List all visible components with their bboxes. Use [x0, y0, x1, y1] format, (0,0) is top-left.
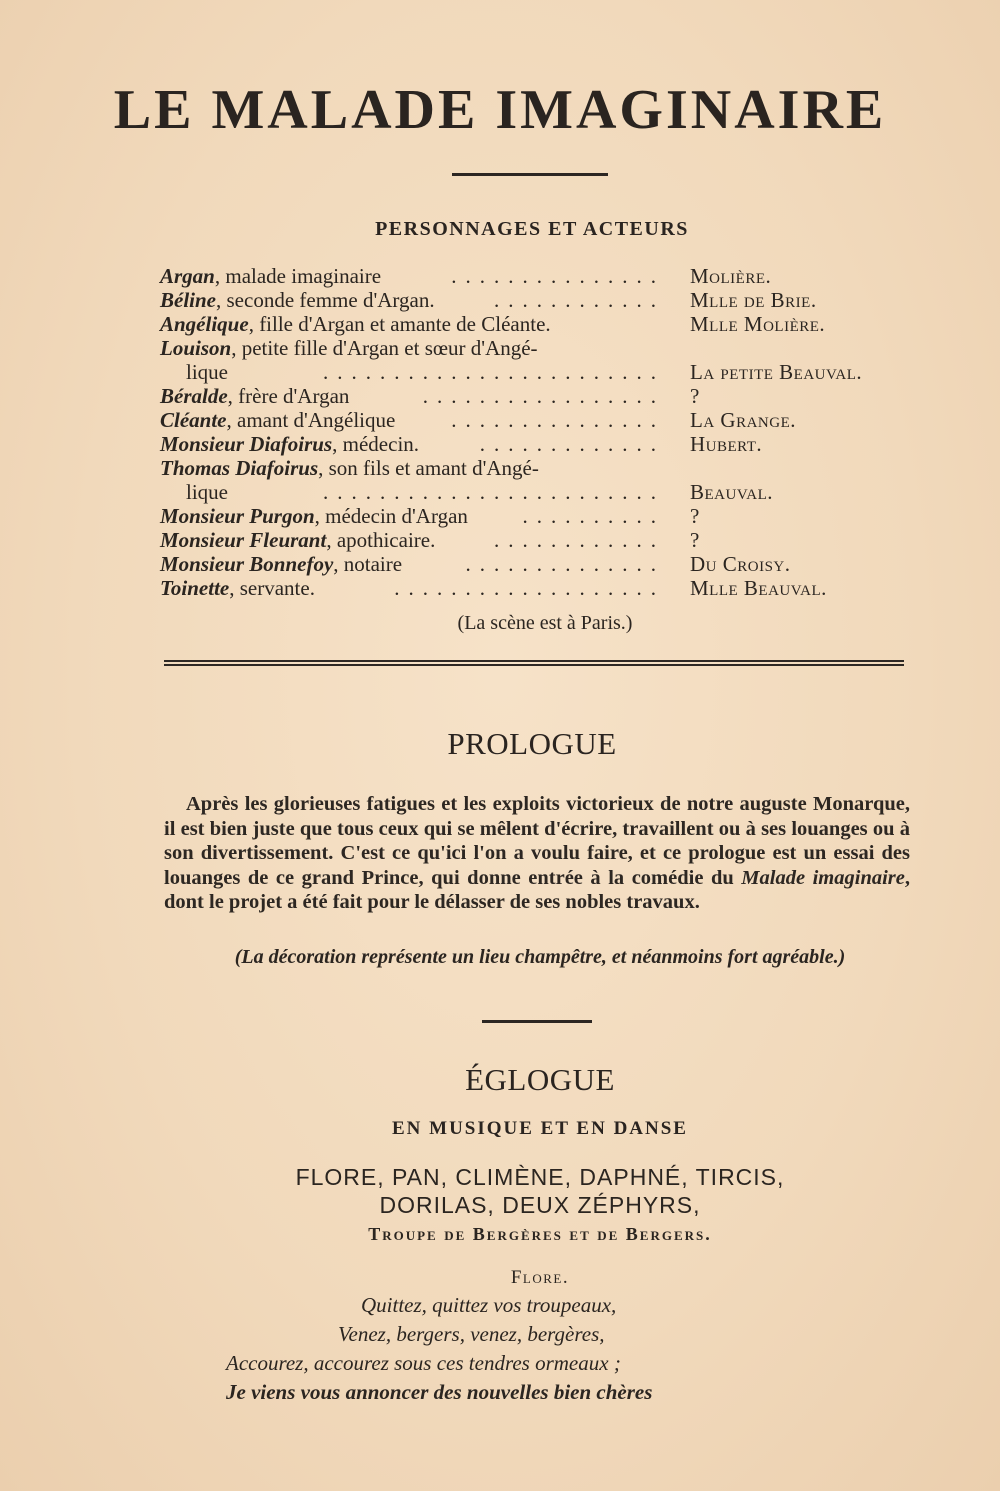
eglogue-heading: ÉGLOGUE — [465, 1062, 615, 1097]
leader-dots: ................. — [422, 384, 665, 408]
troupe-line: Troupe de Bergères et de Bergers. — [368, 1224, 712, 1244]
cast-row — [160, 456, 920, 480]
cast-row — [160, 288, 920, 312]
actor-name: La petite Beauval. — [690, 360, 863, 384]
character-description: , fille d'Argan et amante de Cléante. — [248, 312, 551, 336]
character-name: Monsieur Diafoirus — [160, 432, 333, 456]
cast-row — [160, 504, 920, 528]
verse-text: Venez, bergers, venez, bergères, — [338, 1322, 605, 1346]
character-description: , servante. — [229, 576, 315, 600]
verse-text: Quittez, quittez vos troupeaux, — [361, 1293, 617, 1317]
verse-block — [0, 1291, 1000, 1407]
character-description: , son fils et amant d'Angé- — [318, 456, 539, 480]
character-description: , médecin. — [332, 432, 420, 456]
leader-dots: ................... — [394, 576, 665, 600]
cast-row — [160, 432, 920, 456]
prologue-text — [164, 792, 910, 915]
prologue-heading: PROLOGUE — [447, 726, 617, 761]
character-description: , médecin d'Argan — [314, 504, 468, 528]
actor-name: Du Croisy. — [690, 552, 791, 576]
actor-name: Mlle Beauval. — [690, 576, 827, 600]
actor-name: La Grange. — [690, 408, 796, 432]
cast-row — [160, 312, 920, 336]
actor-name: Molière. — [690, 264, 772, 288]
cast-list — [160, 264, 920, 600]
actor-name: Mlle de Brie. — [690, 288, 817, 312]
cast-row — [160, 528, 920, 552]
character-description: , seconde femme d'Argan. — [216, 288, 435, 312]
play-title: LE MALADE IMAGINAIRE — [113, 79, 887, 141]
actor-name: Hubert. — [690, 432, 763, 456]
cast-role — [160, 456, 539, 480]
character-name: Cléante — [160, 408, 227, 432]
cast-row — [160, 384, 920, 408]
verse-text: Accourez, accourez sous ces tendres ormeaux ; — [226, 1351, 621, 1375]
prologue-paragraph: Après les glorieuses fatigues et les exploits victorieux de notre auguste Monarque, il est bien juste que tous ceux qui se mêlent d'écrire, travaillent ou à ses louanges ou à son divertissement. C'est ce qu'ici l'on a voulu faire, et ce prologue est un essai des louanges de ce grand Prince, qui donne entrée à la comédie du Malade imaginaire, dont le projet a été fait pour le délasser de ses nobles travaux. — [164, 793, 910, 913]
speaker-name: Flore. — [510, 1267, 570, 1288]
actor-name: ? — [690, 384, 700, 408]
leader-dots: ........................ — [323, 480, 665, 504]
eglogue-subheading: EN MUSIQUE ET EN DANSE — [392, 1118, 688, 1139]
character-name: Béralde — [160, 384, 228, 408]
verse-line — [0, 1320, 1000, 1349]
character-description: lique — [186, 480, 228, 504]
characters-line-1: FLORE, PAN, CLIMÈNE, DAPHNÉ, TIRCIS, — [295, 1164, 785, 1190]
cast-row — [160, 408, 920, 432]
characters-list — [0, 1163, 1000, 1219]
title-rule — [452, 173, 608, 176]
cast-heading: PERSONNAGES ET ACTEURS — [375, 218, 689, 240]
character-description: , apothicaire. — [326, 528, 436, 552]
leader-dots: ............... — [451, 408, 665, 432]
verse-line — [0, 1291, 1000, 1320]
actor-name: ? — [690, 504, 700, 528]
character-name: Monsieur Bonnefoy — [160, 552, 334, 576]
cast-role — [160, 336, 538, 360]
cast-row — [160, 360, 920, 384]
character-description: lique — [186, 360, 228, 384]
character-description: , notaire — [333, 552, 403, 576]
actor-name: ? — [690, 528, 700, 552]
stage-direction: (La décoration représente un lieu champêtre, et néanmoins fort agréable.) — [234, 946, 846, 968]
scene-note: (La scène est à Paris.) — [457, 612, 633, 634]
character-description: , frère d'Argan — [227, 384, 350, 408]
leader-dots: ............ — [494, 288, 665, 312]
leader-dots: ............ — [494, 528, 665, 552]
verse-text: Je viens vous annoncer des nouvelles bien chères — [226, 1380, 653, 1404]
character-name: Argan — [160, 264, 215, 288]
cast-row — [160, 480, 920, 504]
cast-role — [160, 312, 551, 336]
character-name: Louison — [160, 336, 232, 360]
cast-row — [160, 552, 920, 576]
characters-line-2: DORILAS, DEUX ZÉPHYRS, — [379, 1192, 701, 1218]
character-name: Toinette — [160, 576, 230, 600]
cast-row — [160, 336, 920, 360]
character-name: Angélique — [160, 312, 249, 336]
leader-dots: ............. — [479, 432, 665, 456]
cast-row — [160, 264, 920, 288]
prologue-rule — [482, 1020, 592, 1023]
cast-row — [160, 576, 920, 600]
verse-line — [0, 1349, 1000, 1378]
leader-dots: .............. — [465, 552, 665, 576]
play-title-reference: Malade imaginaire — [741, 866, 905, 889]
actor-name: Mlle Molière. — [690, 312, 826, 336]
character-name: Thomas Diafoirus — [160, 456, 319, 480]
leader-dots: ............... — [451, 264, 665, 288]
character-name: Monsieur Purgon — [160, 504, 315, 528]
character-name: Monsieur Fleurant — [160, 528, 327, 552]
character-description: , malade imaginaire — [214, 264, 382, 288]
character-description: , amant d'Angélique — [226, 408, 396, 432]
leader-dots: ........................ — [323, 360, 665, 384]
leader-dots: .......... — [522, 504, 665, 528]
character-name: Béline — [160, 288, 216, 312]
verse-line — [0, 1378, 1000, 1407]
section-double-rule — [164, 660, 904, 666]
actor-name: Beauval. — [690, 480, 773, 504]
character-description: , petite fille d'Argan et sœur d'Angé- — [231, 336, 538, 360]
